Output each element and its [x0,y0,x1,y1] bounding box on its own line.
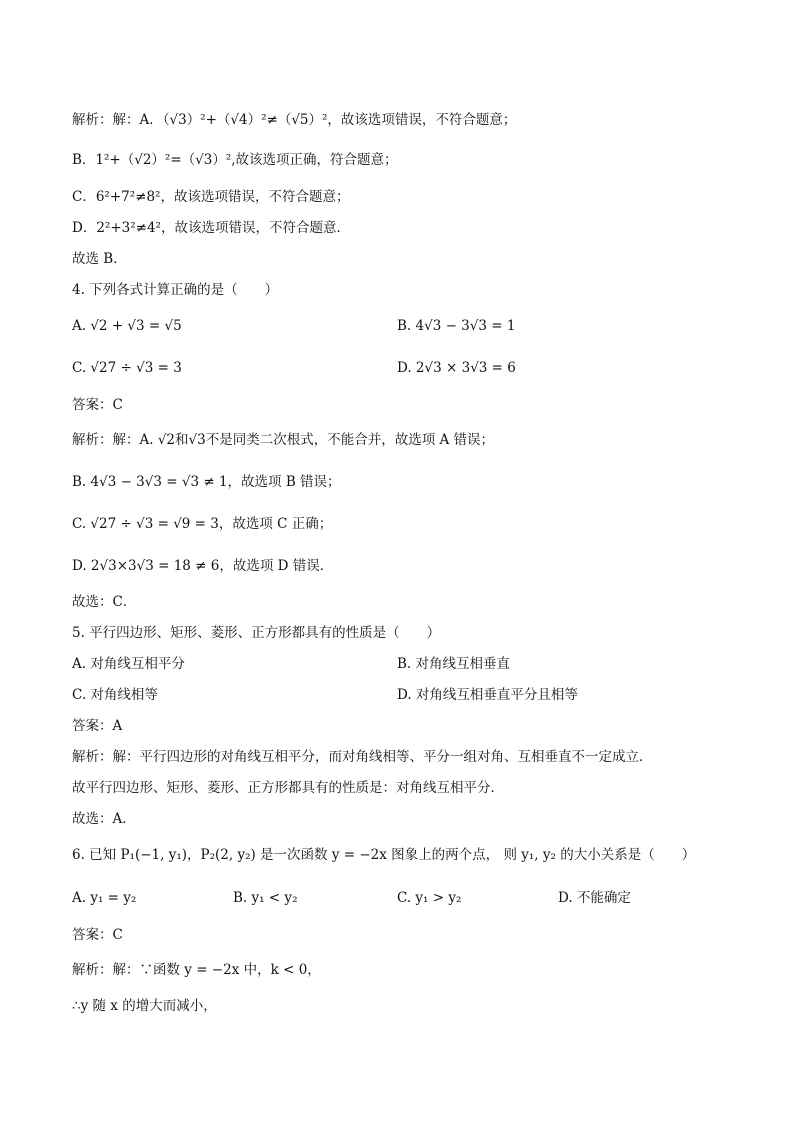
text-line-l20: 故平行四边形、矩形、菱形、正方形都具有的性质是：对角线互相平分． [72,780,504,796]
text-line-l19: 解析：解：平行四边形的对角线互相平分，而对角线相等、平分一组对角、互相垂直不一定成立． [72,749,653,765]
text-line-l11: B. 4√3 − 3√3 = √3 ≠ 1，故选项 B 错误； [72,474,341,490]
option-q6a: A. y₁ = y₂ [72,890,137,906]
text-line-l21: 故选：A． [72,811,136,827]
option-q6d: D. 不能确定 [558,890,631,906]
option-q5d: D. 对角线互相垂直平分且相等 [397,687,578,703]
option-q6c: C. y₁ > y₂ [397,890,462,906]
text-line-l1: 解析：解：A．（√3）²+（√4）²≠（√5）²，故该选项错误，不符合题意； [72,112,517,128]
text-line-l26: ∴y 随 x 的增大而减小， [72,998,217,1014]
option-q5a: A. 对角线互相平分 [72,656,185,672]
option-q5c: C. 对角线相等 [72,687,158,703]
text-line-l6: 4. 下列各式计算正确的是（ ） [72,282,279,298]
option-q6b: B. y₁ < y₂ [233,890,298,906]
text-line-l9: 答案：C [72,397,123,413]
option-q4a: A. √2 + √3 = √5 [72,318,182,334]
text-line-l12: C. √27 ÷ √3 = √9 = 3，故选项 C 正确； [72,516,333,532]
text-line-l4: D．2²+3²≠4²，故该选项错误，不符合题意． [72,220,350,236]
text-line-l5: 故选 B． [72,251,127,267]
option-q4c: C. √27 ÷ √3 = 3 [72,360,182,376]
text-line-l3: C．6²+7²≠8²，故该选项错误，不符合题意； [72,189,350,205]
text-line-l22: 6. 已知 P₁(−1, y₁)，P₂(2, y₂) 是一次函数 y = −2x 图象上的两个点， 则 y₁, y₂ 的大小关系是（ ） [72,847,696,863]
option-q5b: B. 对角线互相垂直 [397,656,511,672]
option-q4b: B. 4√3 − 3√3 = 1 [397,318,516,334]
text-line-l24: 答案：C [72,927,123,943]
text-line-l14: 故选：C． [72,594,137,610]
option-q4d: D. 2√3 × 3√3 = 6 [397,360,516,376]
text-line-l10: 解析：解：A. √2和√3不是同类二次根式，不能合并，故选项 A 错误； [72,432,495,448]
text-line-l13: D. 2√3×3√3 = 18 ≠ 6，故选项 D 错误． [72,558,334,574]
text-line-l15: 5. 平行四边形、矩形、菱形、正方形都具有的性质是（ ） [72,625,441,641]
text-line-l25: 解析：解：∵函数 y = −2x 中，k < 0， [72,962,321,978]
text-line-l2: B．1²+（√2）²=（√3）²,故该选项正确，符合题意； [72,152,398,168]
text-line-l18: 答案：A [72,718,123,734]
